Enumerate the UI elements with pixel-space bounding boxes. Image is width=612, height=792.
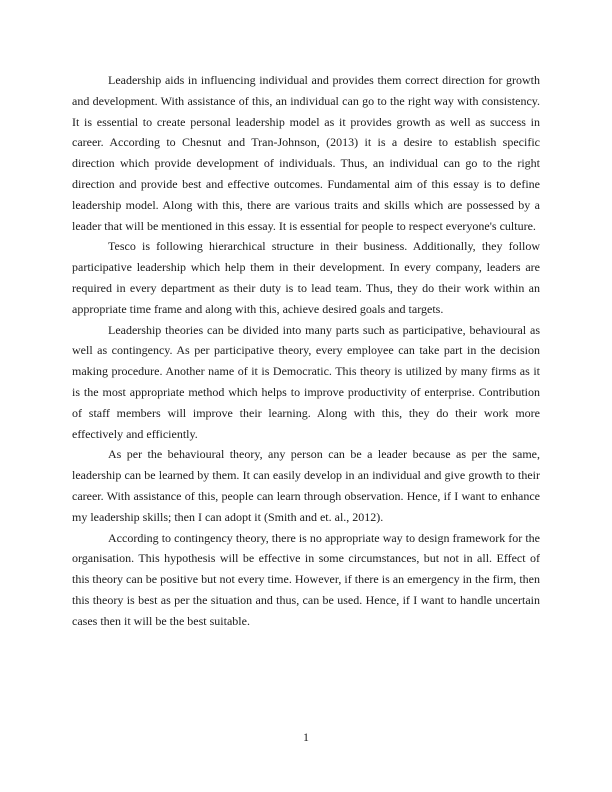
paragraph-tesco: Tesco is following hierarchical structure in their business. Additionally, they follow participative leadership which help them in their development. In every company, leaders are required in every department as their duty is to lead team. Thus, they do their work within an appropriate time frame and along with this, achieve desired goals and targets. [72,239,540,316]
paragraph-introduction: Leadership aids in influencing individual and provides them correct direction for growth and development. With assistance of this, an individual can go to the right way with consistency. It is essential to create personal leadership model as it provides growth as well as success in career. According to Chesnut and Tran-Johnson, (2013) it is a desire to establish specific direction which provide development of individuals. Thus, an individual can go to the right direction and provide best and effective outcomes. Fundamental aim of this essay is to define leadership model. Along with this, there are various traits and skills which are possessed by a leader that will be mentioned in this essay. It is essential for people to respect everyone's culture. [72,73,540,233]
paragraph-behavioural-theory: As per the behavioural theory, any person can be a leader because as per the same, leadership can be learned by them. It can easily develop in an individual and give growth to their career. With assistance of this, people can learn through observation. Hence, if I want to enhance my leadership skills; then I can adopt it (Smith and et. al., 2012). [72,447,540,524]
paragraph-leadership-theories: Leadership theories can be divided into many parts such as participative, behavioural as well as contingency. As per participative theory, every employee can take part in the decision making procedure. Another name of it is Democratic. This theory is utilized by many firms as it is the most appropriate method which helps to improve productivity of enterprise. Contribution of staff members will improve their learning. Along with this, they do their work more effectively and efficiently. [72,322,540,441]
page-number: 1 [303,730,309,744]
document-body [72,70,540,632]
paragraph-contingency-theory: According to contingency theory, there is no appropriate way to design framework for the organisation. This hypothesis will be effective in some circumstances, but not in all. Effect of this theory can be positive but not every time. However, if there is an emergency in the firm, then this theory is best as per the situation and thus, can be used. Hence, if I want to handle uncertain cases then it will be the best suitable. [72,530,540,628]
